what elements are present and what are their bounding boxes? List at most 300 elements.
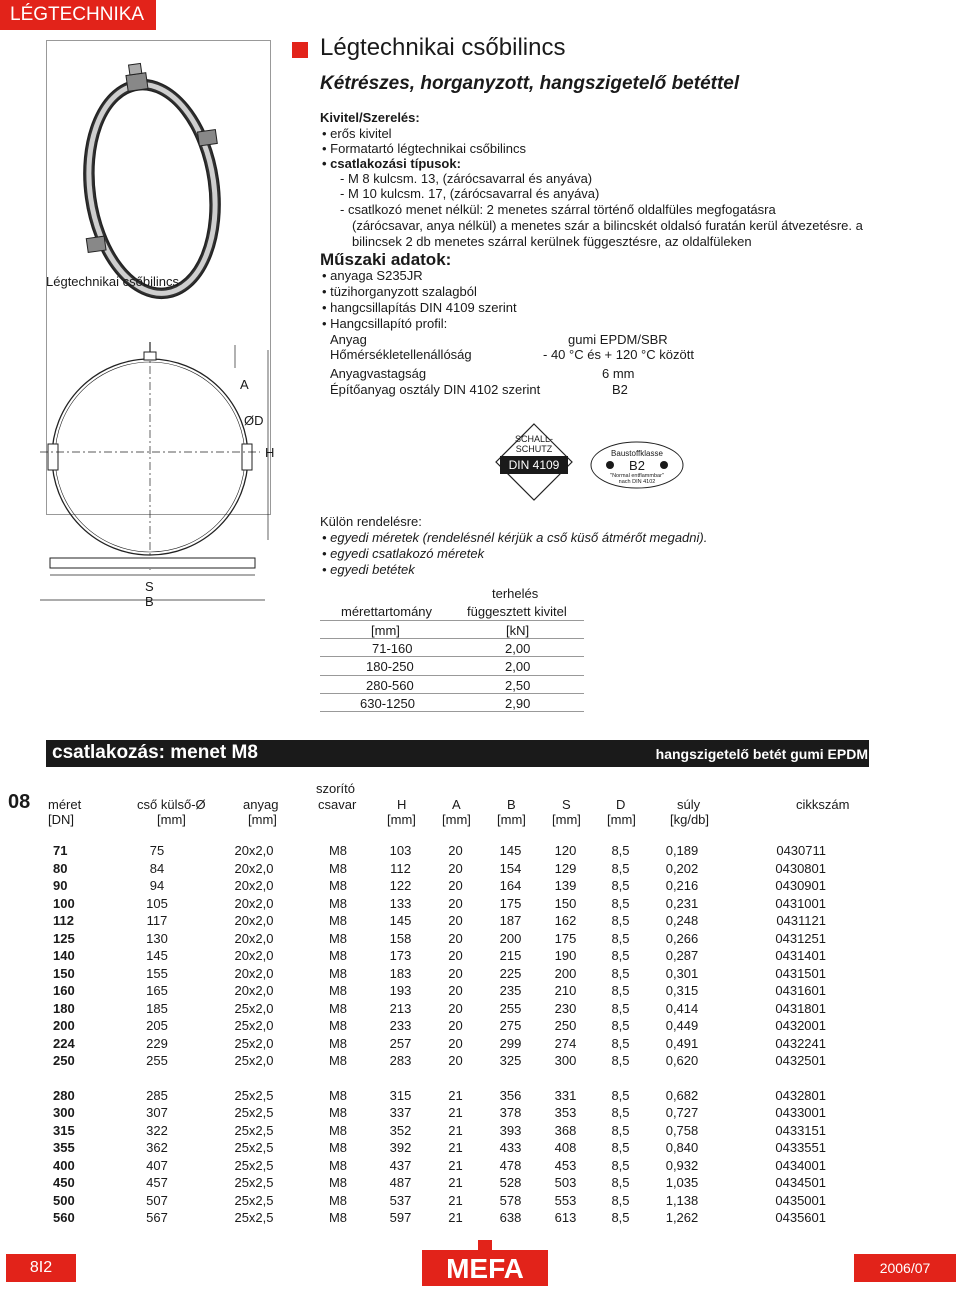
order-line: • egyedi betétek (322, 562, 415, 577)
table-cell: 8,5 (611, 1210, 630, 1226)
table-cell: M8 (328, 1122, 348, 1138)
table-row (46, 842, 842, 860)
order-line: • egyedi csatlakozó méretek (322, 546, 485, 561)
table-cell: 362 (146, 1140, 168, 1156)
design-line: • erős kivitel (322, 126, 392, 141)
table-cell: 8,5 (611, 1140, 630, 1156)
tech-line: • anyaga S235JR (322, 268, 423, 283)
table-cell: 225 (499, 965, 522, 981)
table-cell: 0431601 (775, 983, 826, 999)
table-cell: M8 (328, 843, 348, 859)
table-cell: 0,202 (665, 860, 699, 876)
table-cell: 20x2,0 (234, 965, 274, 981)
table-cell: M8 (328, 1105, 348, 1121)
table-cell: 353 (554, 1105, 577, 1121)
table-cell: 8,5 (611, 895, 630, 911)
din-label: DIN 4109 (508, 458, 560, 472)
table-cell: 8,5 (611, 1053, 630, 1069)
table-row (46, 1209, 842, 1227)
table-cell: 100 (53, 895, 75, 911)
page-subtitle: Kétrészes, horganyzott, hangszigetelő betéttel (320, 73, 740, 94)
hdr-d: D (616, 797, 626, 812)
load-value: 2,00 (505, 659, 531, 674)
table-cell: 80 (53, 860, 68, 876)
table-cell: 0,620 (665, 1053, 699, 1069)
table-cell: 139 (554, 878, 577, 894)
hdr-d-unit: [mm] (607, 812, 636, 827)
design-line: - csatlkozó menet nélkül: 2 menetes szárral történő oldalfüles megfogatásra (340, 202, 776, 217)
table-cell: 20 (448, 930, 463, 946)
design-line: - M 8 kulcsm. 13, (zárócsavarral és anyáva) (340, 171, 593, 186)
table-cell: 0,449 (665, 1018, 699, 1034)
table-row (46, 1157, 842, 1175)
table-cell: 0431801 (775, 1000, 826, 1016)
design-line: • csatlakozási típusok: (322, 156, 461, 171)
table-cell: 0,216 (665, 878, 699, 894)
table-cell: 0,301 (665, 965, 699, 981)
table-cell: 331 (554, 1087, 577, 1103)
load-col2-unit: [kN] (506, 623, 530, 638)
product-table (46, 842, 842, 1227)
page-title: Légtechnikai csőbilincs (320, 34, 566, 61)
table-cell: 25x2,0 (234, 1035, 274, 1051)
table-row (46, 947, 842, 965)
table-cell: 322 (146, 1122, 168, 1138)
table-cell: 20x2,0 (234, 895, 274, 911)
band-subtitle: hangszigetelő betét gumi EPDM (655, 746, 868, 762)
table-cell: 0,414 (665, 1000, 699, 1016)
load-col1-header: mérettartomány (341, 604, 433, 619)
table-cell: 154 (499, 860, 522, 876)
table-cell: 175 (554, 930, 577, 946)
table-cell: 25x2,5 (234, 1105, 274, 1121)
table-cell: 613 (554, 1210, 577, 1226)
table-row (46, 1139, 842, 1157)
table-cell: 0,189 (665, 843, 699, 859)
table-cell: M8 (328, 1035, 348, 1051)
table-cell: M8 (328, 948, 348, 964)
table-cell: 145 (389, 913, 412, 929)
table-cell: 0432001 (775, 1018, 826, 1034)
table-cell: 537 (389, 1192, 412, 1208)
load-col2-header2: függesztett kivitel (467, 604, 567, 619)
table-cell: 408 (554, 1140, 577, 1156)
load-col2-header1: terhelés (492, 586, 539, 601)
table-cell: M8 (328, 1157, 348, 1173)
tech-line: • Hangcsillapító profil: (322, 316, 448, 331)
table-cell: M8 (328, 860, 348, 876)
table-cell: 567 (146, 1210, 168, 1226)
table-cell: 8,5 (611, 1035, 630, 1051)
table-cell: 0434501 (775, 1175, 826, 1191)
table-cell: 21 (448, 1192, 463, 1208)
table-cell: 25x2,5 (234, 1122, 274, 1138)
table-cell: 200 (53, 1018, 75, 1034)
table-cell: 150 (53, 965, 75, 981)
table-cell: 20 (448, 1035, 463, 1051)
table-cell: 25x2,5 (234, 1192, 274, 1208)
table-cell: 20x2,0 (234, 983, 274, 999)
table-cell: 20 (448, 983, 463, 999)
design-line: - M 10 kulcsm. 17, (zárócsavarral és anyáva) (340, 186, 600, 201)
table-cell: 75 (149, 843, 165, 859)
hdr-cso-unit: [mm] (157, 812, 186, 827)
table-cell: 20 (448, 860, 463, 876)
table-cell: 8,5 (611, 1000, 630, 1016)
table-cell: 183 (389, 965, 412, 981)
table-cell: 8,5 (611, 948, 630, 964)
table-cell: 230 (554, 1000, 577, 1016)
table-cell: 0,315 (665, 983, 699, 999)
table-cell: 0431501 (775, 965, 826, 981)
table-cell: 200 (499, 930, 522, 946)
table-row (46, 1017, 842, 1035)
table-cell: 25x2,0 (234, 1018, 274, 1034)
table-cell: 393 (499, 1122, 522, 1138)
table-cell: 1,262 (665, 1210, 699, 1226)
load-range: 630-1250 (360, 696, 415, 711)
table-cell: 437 (389, 1157, 412, 1173)
table-cell: 0,287 (665, 948, 699, 964)
table-cell: M8 (328, 878, 348, 894)
table-cell: M8 (328, 983, 348, 999)
table-cell: 20 (448, 965, 463, 981)
table-row (46, 1000, 842, 1018)
table-cell: 20x2,0 (234, 860, 274, 876)
table-cell: 117 (146, 913, 168, 929)
table-cell: 250 (53, 1053, 75, 1069)
table-cell: 175 (499, 895, 522, 911)
load-range: 280-560 (366, 678, 414, 693)
table-cell: 638 (499, 1210, 522, 1226)
bs-class: B2 (629, 458, 645, 473)
table-cell: 94 (149, 878, 165, 894)
load-col1-unit: [mm] (371, 623, 400, 638)
table-cell: 20 (448, 895, 463, 911)
hdr-meret-unit: [DN] (48, 812, 74, 827)
section-number: 08 (8, 791, 31, 813)
hdr-b-unit: [mm] (497, 812, 526, 827)
table-cell: 8,5 (611, 1157, 630, 1173)
table-cell: 8,5 (611, 983, 630, 999)
dim-b-label: B (145, 594, 154, 609)
table-row (46, 877, 842, 895)
tech-heading: Műszaki adatok: (320, 250, 452, 269)
table-cell: 457 (146, 1175, 168, 1191)
hdr-anyag-unit: [mm] (248, 812, 277, 827)
tech-line: • tüzihorganyzott szalagból (322, 284, 477, 299)
table-cell: 307 (146, 1105, 168, 1121)
table-cell: 125 (53, 930, 75, 946)
table-cell: 160 (53, 983, 75, 999)
table-cell: 193 (389, 983, 412, 999)
table-cell: 578 (499, 1192, 522, 1208)
table-cell: 21 (448, 1105, 463, 1121)
hdr-s-unit: [mm] (552, 812, 581, 827)
table-cell: 25x2,0 (234, 1000, 274, 1016)
hdr-h-unit: [mm] (387, 812, 416, 827)
table-cell: 392 (389, 1140, 412, 1156)
load-divider (320, 693, 584, 694)
table-cell: 20x2,0 (234, 948, 274, 964)
table-cell: 300 (554, 1053, 577, 1069)
table-cell: 140 (53, 948, 75, 964)
table-cell: 90 (53, 878, 68, 894)
prop-label: Hőmérsékletellenállóság (330, 347, 472, 362)
table-cell: 0,266 (665, 930, 699, 946)
load-range: 180-250 (366, 659, 414, 674)
table-cell: 229 (146, 1035, 168, 1051)
table-cell: 20 (448, 913, 463, 929)
table-cell: 8,5 (611, 1122, 630, 1138)
table-row (46, 1052, 842, 1070)
table-cell: 1,138 (665, 1192, 699, 1208)
table-cell: 325 (499, 1053, 522, 1069)
table-cell: 8,5 (611, 965, 630, 981)
prop-label: Anyagvastagság (330, 366, 427, 381)
load-value: 2,50 (505, 678, 531, 693)
table-cell: 20 (448, 948, 463, 964)
load-value: 2,00 (505, 641, 531, 656)
prop-label: Építőanyag osztály DIN 4102 szerint (330, 382, 541, 397)
table-cell: 8,5 (611, 930, 630, 946)
table-cell: 453 (554, 1157, 577, 1173)
table-cell: 164 (499, 878, 522, 894)
mefa-logo (420, 1240, 550, 1288)
table-cell: 0,491 (665, 1035, 699, 1051)
table-cell: 1,035 (665, 1175, 699, 1191)
table-cell: 20 (448, 1053, 463, 1069)
table-cell: 165 (146, 983, 168, 999)
load-divider (320, 675, 584, 676)
section-label: LÉGTECHNIKA (0, 0, 156, 30)
table-cell: M8 (328, 1175, 348, 1191)
bs-note2: nach DIN 4102 (618, 479, 656, 485)
dim-s-label: S (145, 579, 154, 594)
design-line: bilincsek 2 db menetes szárral kerülnek függesztésre, az oldalfüleken (352, 234, 752, 249)
table-cell: 478 (499, 1157, 522, 1173)
table-cell: 20 (448, 843, 463, 859)
table-cell: 450 (53, 1175, 75, 1191)
table-cell: M8 (328, 913, 348, 929)
svg-text:MEFA: MEFA (446, 1253, 524, 1284)
table-cell: 20 (448, 878, 463, 894)
table-cell: 84 (149, 860, 165, 876)
table-cell: 190 (554, 948, 577, 964)
hdr-cso: cső külső-Ø (137, 797, 206, 812)
table-cell: 21 (448, 1122, 463, 1138)
table-cell: M8 (328, 930, 348, 946)
hdr-suly: súly (677, 797, 701, 812)
table-cell: 337 (389, 1105, 412, 1121)
table-cell: M8 (328, 1192, 348, 1208)
prop-value: gumi EPDM/SBR (568, 332, 668, 347)
table-cell: 255 (146, 1053, 168, 1069)
table-cell: 0430801 (775, 860, 826, 876)
table-cell: 112 (390, 860, 411, 876)
table-cell: 8,5 (611, 1175, 630, 1191)
table-cell: 25x2,0 (234, 1053, 274, 1069)
table-cell: 200 (554, 965, 577, 981)
bs-title: Baustoffklasse (611, 449, 663, 458)
table-cell: 25x2,5 (234, 1157, 274, 1173)
table-cell: M8 (328, 1210, 348, 1226)
table-cell: M8 (328, 1018, 348, 1034)
table-cell: 597 (389, 1210, 412, 1226)
table-cell: 20 (448, 1000, 463, 1016)
load-divider (320, 620, 584, 621)
table-cell: 25x2,5 (234, 1087, 274, 1103)
table-cell: 21 (448, 1210, 463, 1226)
design-line: (zárócsavar, anya nélkül) a menetes szár a bilincskét oldalsó furatán kerül átvezetésre. a (352, 218, 863, 233)
prop-value: 6 mm (602, 366, 635, 381)
dim-h-label: H (265, 445, 275, 460)
table-row (46, 1087, 842, 1105)
table-cell: 0434001 (775, 1157, 826, 1173)
schall-line1: SCHALL- (514, 434, 553, 444)
table-cell: 133 (389, 895, 412, 911)
page-number: 8I2 (6, 1254, 76, 1282)
table-cell: 0,682 (665, 1087, 699, 1103)
table-cell: M8 (328, 1087, 348, 1103)
table-cell: 120 (554, 843, 577, 859)
table-row (46, 860, 842, 878)
table-cell: 235 (499, 983, 522, 999)
table-cell: 20x2,0 (234, 930, 274, 946)
hdr-csavar: csavar (318, 797, 357, 812)
table-row (46, 982, 842, 1000)
table-cell: 20 (448, 1018, 463, 1034)
table-cell: 487 (389, 1175, 412, 1191)
table-cell: 122 (389, 878, 412, 894)
hdr-s: S (562, 797, 571, 812)
table-cell: 20x2,0 (234, 843, 274, 859)
table-cell: 145 (146, 948, 168, 964)
order-line: • egyedi méretek (rendelésnél kérjük a cső küső átmérőt megadni). (322, 530, 708, 545)
table-cell: 0431401 (775, 948, 826, 964)
table-cell: 507 (146, 1192, 168, 1208)
table-cell: 0,758 (665, 1122, 699, 1138)
table-row (46, 895, 842, 913)
table-cell: 25x2,5 (234, 1210, 274, 1226)
table-cell: 215 (499, 948, 522, 964)
load-divider (320, 638, 584, 639)
table-cell: 315 (389, 1087, 412, 1103)
bs-note1: "Normal entflammbar" (610, 473, 664, 479)
table-cell: 8,5 (611, 860, 630, 876)
prop-value: B2 (612, 382, 628, 397)
table-cell: 0433001 (775, 1105, 826, 1121)
table-cell: 112 (53, 913, 74, 929)
hdr-anyag: anyag (243, 797, 279, 812)
table-cell: 560 (53, 1210, 75, 1226)
table-row (46, 1104, 842, 1122)
table-cell: 0433551 (775, 1140, 826, 1156)
hdr-b: B (507, 797, 516, 812)
table-cell: 0435601 (775, 1210, 826, 1226)
table-row (46, 930, 842, 948)
table-cell: 274 (554, 1035, 577, 1051)
design-heading: Kivitel/Szerelés: (320, 110, 420, 125)
load-divider (320, 711, 584, 712)
technical-drawing (30, 340, 290, 640)
prop-label: Anyag (330, 332, 367, 347)
table-cell: 378 (499, 1105, 522, 1121)
table-cell: 500 (53, 1192, 75, 1208)
table-cell: 300 (53, 1105, 75, 1121)
table-cell: 71 (53, 843, 68, 859)
table-cell: M8 (328, 965, 348, 981)
table-cell: 8,5 (611, 1192, 630, 1208)
table-cell: 233 (389, 1018, 412, 1034)
table-cell: 553 (554, 1192, 577, 1208)
hdr-a-unit: [mm] (442, 812, 471, 827)
table-cell: 150 (554, 895, 577, 911)
title-marker (292, 42, 308, 58)
table-cell: 8,5 (611, 1087, 630, 1103)
table-cell: 0432801 (775, 1087, 826, 1103)
table-cell: 0431001 (775, 895, 826, 911)
table-cell: 145 (499, 843, 522, 859)
dim-a-label: A (240, 377, 249, 392)
table-cell: 280 (53, 1087, 75, 1103)
table-cell: 257 (389, 1035, 412, 1051)
table-cell: 205 (146, 1018, 168, 1034)
table-row (46, 1122, 842, 1140)
schall-line2: SCHUTZ (515, 444, 553, 454)
table-cell: 0432501 (775, 1053, 826, 1069)
table-cell: 8,5 (611, 1105, 630, 1121)
table-cell: 8,5 (611, 878, 630, 894)
hdr-cikkszam: cikkszám (796, 797, 850, 812)
order-heading: Külön rendelésre: (320, 514, 422, 529)
table-cell: 158 (389, 930, 412, 946)
load-value: 2,90 (505, 696, 531, 711)
table-cell: 21 (448, 1175, 463, 1191)
table-cell: 0431121 (776, 913, 826, 929)
table-cell: 210 (554, 983, 577, 999)
table-cell: 224 (53, 1035, 75, 1051)
table-cell: M8 (328, 1140, 348, 1156)
table-cell: 433 (499, 1140, 522, 1156)
table-cell: 20x2,0 (234, 913, 274, 929)
table-cell: 0432241 (775, 1035, 826, 1051)
table-cell: 0,231 (665, 895, 699, 911)
hdr-meret: méret (48, 797, 82, 812)
table-cell: 528 (499, 1175, 522, 1191)
table-cell: 8,5 (611, 1018, 630, 1034)
tech-line: • hangcsillapítás DIN 4109 szerint (322, 300, 517, 315)
table-cell: 503 (554, 1175, 577, 1191)
hdr-a: A (452, 797, 461, 812)
table-cell: 368 (554, 1122, 577, 1138)
edition-year: 2006/07 (854, 1254, 956, 1282)
design-line: • Formatartó légtechnikai csőbilincs (322, 141, 526, 156)
table-cell: 25x2,5 (234, 1175, 274, 1191)
table-cell: 173 (389, 948, 412, 964)
table-cell: M8 (328, 1053, 348, 1069)
table-cell: 155 (146, 965, 168, 981)
table-cell: 283 (389, 1053, 412, 1069)
table-cell: 407 (146, 1157, 168, 1173)
dim-d-label: ØD (244, 413, 264, 428)
table-cell: 21 (448, 1157, 463, 1173)
table-cell: 299 (499, 1035, 522, 1051)
table-cell: 275 (499, 1018, 522, 1034)
hdr-szorito: szorító (316, 781, 356, 796)
table-cell: 356 (499, 1087, 522, 1103)
table-cell: 103 (389, 843, 412, 859)
